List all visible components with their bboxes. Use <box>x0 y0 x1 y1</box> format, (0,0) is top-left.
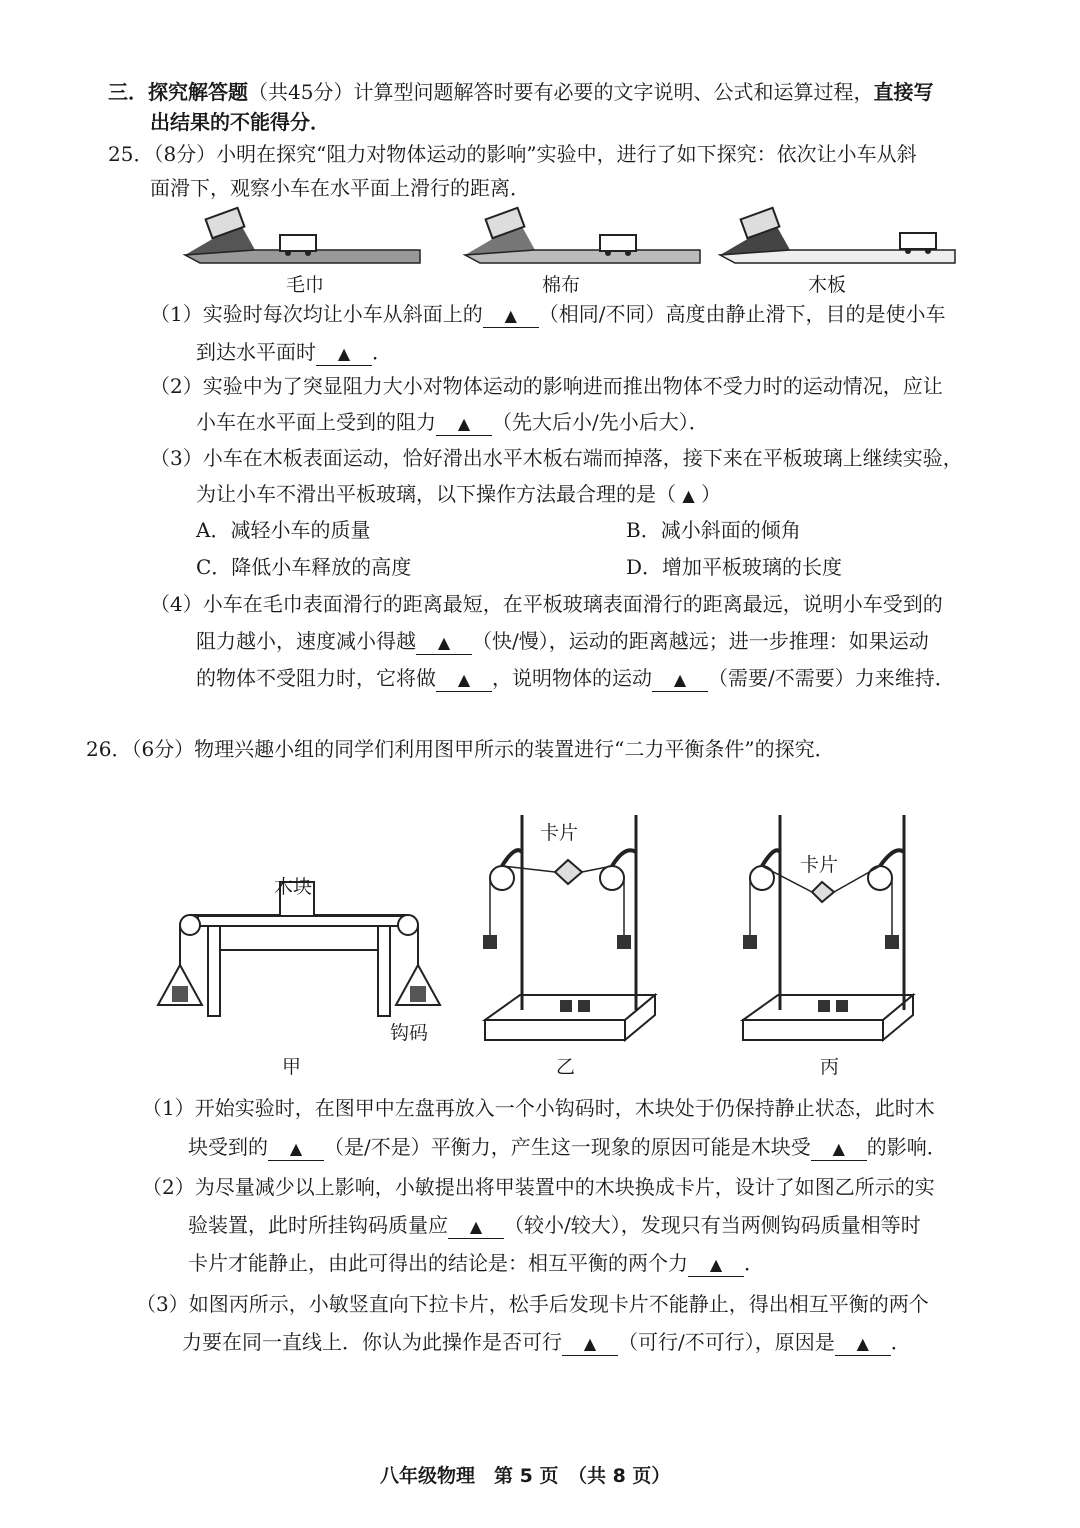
q26-p2-c: （较小/较大），发现只有当两侧钩码质量相等时 <box>504 1213 921 1237</box>
q25-p3-b: 为让小车不滑出平板玻璃，以下操作方法最合理的是（ <box>196 482 676 506</box>
label-card-bing: 卡片 <box>800 854 839 876</box>
answer-blank[interactable]: ▲ <box>316 341 372 366</box>
answer-blank[interactable]: ▲ <box>436 411 492 436</box>
q25-p3-c: ） <box>701 482 722 506</box>
section-title-bold2: 直接写 <box>873 80 934 104</box>
answer-blank[interactable]: ▲ <box>562 1331 618 1356</box>
section-title <box>108 78 933 106</box>
ramp-cotton <box>465 208 700 263</box>
option-b[interactable]: B．减小斜面的倾角 <box>626 518 801 542</box>
q25-p4-line2 <box>196 627 929 655</box>
answer-blank[interactable]: ▲ <box>688 1252 744 1277</box>
section-title-bold: 三．探究解答题 <box>108 80 248 104</box>
q25-p2-line2 <box>196 408 709 436</box>
answer-blank[interactable]: ▲ <box>448 1214 504 1239</box>
q26-p3-b: 力要在同一直线上．你认为此操作是否可行 <box>182 1330 562 1354</box>
q26-p2-e: ． <box>744 1251 764 1275</box>
q25-p4-d: 的物体不受阻力时，它将做 <box>196 666 436 690</box>
q26-p3-d: ． <box>890 1330 911 1354</box>
page-footer: 八年级物理 第 5 页 （共 8 页） <box>380 1465 671 1487</box>
figure-bing <box>743 815 913 1040</box>
answer-blank[interactable]: ▲ <box>436 667 492 692</box>
q25-p1-b: （相同/不同）高度由静止滑下，目的是使小车 <box>538 302 946 326</box>
answer-blank[interactable]: ▲ <box>811 1136 867 1161</box>
q26-line1: 26．（6分）物理兴趣小组的同学们利用图甲所示的装置进行“二力平衡条件”的探究． <box>86 737 835 761</box>
figure-yi <box>483 815 655 1040</box>
ramp-towel <box>185 208 420 263</box>
answer-mark[interactable]: ▲ <box>682 486 695 505</box>
section-title-text: （共45分）计算型问题解答时要有必要的文字说明、公式和运算过程， <box>248 80 874 104</box>
q26-p3-c: （可行/不可行），原因是 <box>618 1330 835 1354</box>
q26-p2-line3 <box>188 1249 764 1277</box>
q25-line2: 面滑下，观察小车在水平面上滑行的距离． <box>150 176 530 200</box>
q25-p4-line3 <box>196 664 955 692</box>
label-weight: 钩码 <box>390 1022 429 1044</box>
caption-bing: 丙 <box>820 1056 840 1078</box>
ramp-wood <box>720 208 955 263</box>
q25-p1-a: （1）实验时每次均让小车从斜面上的 <box>150 302 483 326</box>
answer-blank[interactable]: ▲ <box>835 1331 891 1356</box>
label-wood-block: 木块 <box>274 876 313 898</box>
q26-p2-b: 验装置，此时所挂钩码质量应 <box>188 1213 448 1237</box>
q26-p2-d: 卡片才能静止，由此可得出的结论是：相互平衡的两个力 <box>188 1251 688 1275</box>
q25-p4-line1: （4）小车在毛巾表面滑行的距离最短，在平板玻璃表面滑行的距离最远，说明小车受到的 <box>150 592 943 616</box>
q26-p3-line2 <box>182 1328 911 1356</box>
answer-blank[interactable]: ▲ <box>416 630 472 655</box>
answer-blank[interactable]: ▲ <box>268 1136 324 1161</box>
q25-p2-b: 小车在水平面上受到的阻力 <box>196 410 436 434</box>
q25-p2-c: （先大后小/先小后大）． <box>492 410 709 434</box>
label-card-yi: 卡片 <box>540 822 579 844</box>
q25-p1-line1 <box>150 300 945 328</box>
q26-p3-line1: （3）如图丙所示，小敏竖直向下拉卡片，松手后发现卡片不能静止，得出相互平衡的两个 <box>136 1292 929 1316</box>
q26-p1-d: 的影响． <box>866 1135 947 1159</box>
fig-label-cotton: 棉布 <box>542 274 581 296</box>
option-c[interactable]: C．降低小车释放的高度 <box>196 555 412 579</box>
q25-p3-line2 <box>196 480 721 510</box>
q26-p1-line1: （1）开始实验时，在图甲中左盘再放入一个小钩码时，木块处于仍保持静止状态，此时木 <box>142 1096 935 1120</box>
q25-p4-b: 阻力越小，速度减小得越 <box>196 629 416 653</box>
q25-p3-line1: （3）小车在木板表面运动，恰好滑出水平木板右端而掉落，接下来在平板玻璃上继续实验， <box>150 446 963 470</box>
figure-jia <box>158 882 440 1016</box>
option-a[interactable]: A．减轻小车的质量 <box>196 518 371 542</box>
q25-p1-c: 到达水平面时 <box>196 340 316 364</box>
caption-yi: 乙 <box>556 1056 576 1078</box>
q25-p1-line2 <box>196 338 392 366</box>
q25-p4-c: （快/慢），运动的距离越远；进一步推理：如果运动 <box>472 629 929 653</box>
section-title-line2: 出结果的不能得分． <box>150 110 330 134</box>
fig-label-towel: 毛巾 <box>286 274 325 296</box>
q26-p2-line2 <box>188 1211 921 1239</box>
q25-p1-d: ． <box>372 340 392 364</box>
q26-p2-line1: （2）为尽量减少以上影响，小敏提出将甲装置中的木块换成卡片，设计了如图乙所示的实 <box>142 1175 935 1199</box>
q26-p1-c: （是/不是）平衡力，产生这一现象的原因可能是木块受 <box>324 1135 811 1159</box>
answer-blank[interactable]: ▲ <box>483 303 539 328</box>
q25-p4-e: ，说明物体的运动 <box>492 666 652 690</box>
fig-label-wood: 木板 <box>808 274 847 296</box>
option-d[interactable]: D．增加平板玻璃的长度 <box>626 555 843 579</box>
q25-p2-line1: （2）实验中为了突显阻力大小对物体运动的影响进而推出物体不受力时的运动情况，应让 <box>150 374 943 398</box>
q26-p1-line2 <box>188 1133 947 1161</box>
q25-line1: 25．（8分）小明在探究“阻力对物体运动的影响”实验中，进行了如下探究：依次让小车从斜 <box>108 142 917 166</box>
q25-p4-f: （需要/不需要）力来维持． <box>708 666 955 690</box>
q26-p1-b: 块受到的 <box>188 1135 268 1159</box>
answer-blank[interactable]: ▲ <box>652 667 708 692</box>
caption-jia: 甲 <box>282 1056 302 1078</box>
